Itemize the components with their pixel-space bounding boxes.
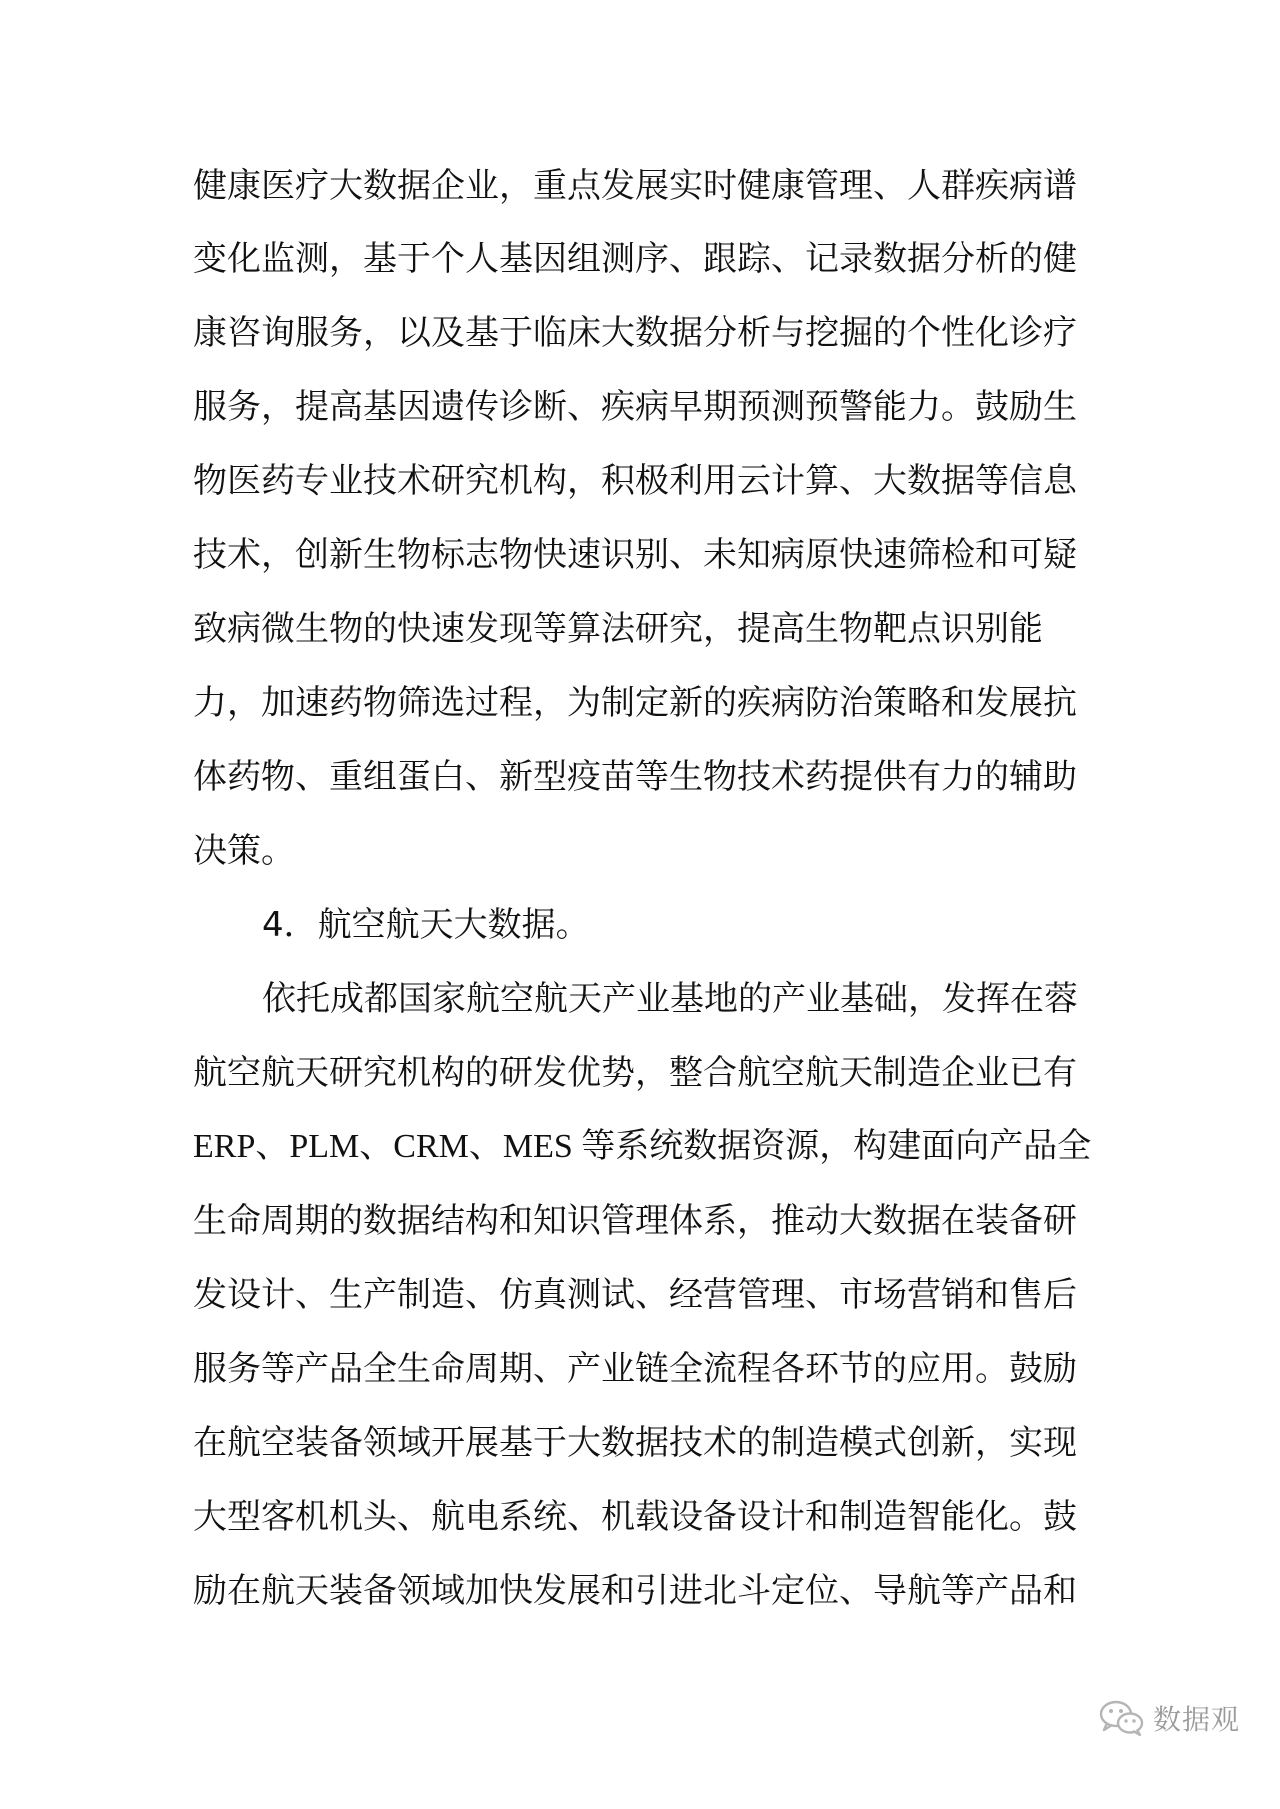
text-line: 变化监测，基于个人基因组测序、跟踪、记录数据分析的健 [193, 239, 1077, 279]
text-line: 力，加速药物筛选过程，为制定新的疾病防治策略和发展抗 [193, 683, 1077, 723]
paragraph-first-line: 依托成都国家航空航天产业基地的产业基础，发挥在蓉 [262, 979, 1078, 1019]
text-line: 生命周期的数据结构和知识管理体系，推动大数据在装备研 [193, 1201, 1077, 1241]
text-line: 励在航天装备领域加快发展和引进北斗定位、导航等产品和 [193, 1571, 1077, 1611]
watermark [1099, 1698, 1240, 1738]
text-line: 大型客机机头、航电系统、机载设备设计和制造智能化。鼓 [193, 1497, 1077, 1537]
watermark-text: 数据观 [1152, 1703, 1240, 1736]
text-line: 健康医疗大数据企业，重点发展实时健康管理、人群疾病谱 [193, 166, 1077, 206]
text-line: ERP、PLM、CRM、MES 等系统数据资源，构建面向产品全 [193, 1128, 1092, 1165]
text-line: 发设计、生产制造、仿真测试、经营管理、市场营销和售后 [193, 1275, 1077, 1315]
text-line: 致病微生物的快速发现等算法研究，提高生物靶点识别能 [193, 609, 1043, 649]
text-line: 物医药专业技术研究机构，积极利用云计算、大数据等信息 [193, 461, 1077, 501]
text-line: 服务等产品全生命周期、产业链全流程各环节的应用。鼓励 [193, 1349, 1077, 1389]
wechat-icon [1099, 1699, 1145, 1737]
text-line: 决策。 [193, 831, 295, 871]
text-line: 技术，创新生物标志物快速识别、未知病原快速筛检和可疑 [193, 535, 1077, 575]
text-line: 服务，提高基因遗传诊断、疾病早期预测预警能力。鼓励生 [193, 387, 1077, 427]
text-line: 在航空装备领域开展基于大数据技术的制造模式创新，实现 [193, 1423, 1077, 1463]
text-line: 航空航天研究机构的研发优势，整合航空航天制造企业已有 [193, 1053, 1077, 1093]
text-line: 康咨询服务，以及基于临床大数据分析与挖掘的个性化诊疗 [193, 313, 1077, 353]
section-heading: 4．航空航天大数据。 [262, 905, 590, 945]
text-line: 体药物、重组蛋白、新型疫苗等生物技术药提供有力的辅助 [193, 757, 1077, 797]
